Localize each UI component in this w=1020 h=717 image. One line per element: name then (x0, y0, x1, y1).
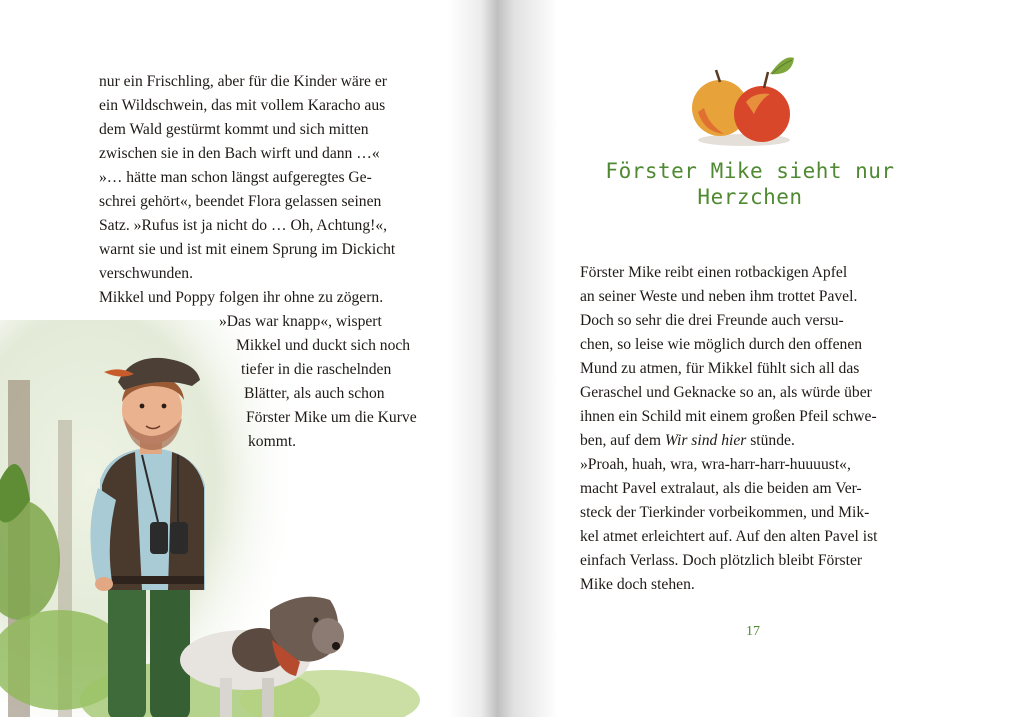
text-line: Blätter, als auch schon (244, 385, 385, 402)
text-line: an seiner Weste und neben ihm trottet Pavel. (580, 288, 858, 305)
text-line: »Das war knapp«, wispert (219, 313, 382, 330)
text-line: kommt. (248, 433, 297, 450)
text-line: Satz. »Rufus ist ja nicht do … Oh, Achtung!«, (99, 217, 388, 234)
text-line: chen, so leise wie möglich durch den offenen (580, 336, 863, 353)
text-line: warnt sie und ist mit einem Sprung im Dickicht (99, 241, 396, 258)
text-line: schrei gehört«, beendet Flora gelassen seinen (99, 193, 382, 210)
apples-illustration (684, 52, 804, 152)
forester-illustration (0, 300, 470, 717)
text-span: stünde. (746, 432, 795, 449)
text-line: tiefer in die raschelnden (241, 361, 392, 378)
italic-phrase: Wir sind hier (664, 432, 747, 449)
text-line: Geraschel und Geknacke so an, als würde über (580, 384, 872, 401)
text-line: verschwunden. (99, 265, 193, 282)
text-line: dem Wald gestürmt kommt und sich mitten (99, 121, 369, 138)
text-line: Mike doch stehen. (580, 576, 695, 593)
text-line: »Proah, huah, wra, wra-harr-harr-huuuust«, (580, 456, 851, 473)
text-line: ihnen ein Schild mit einem großen Pfeil schwe- (580, 408, 877, 425)
text-line: Doch so sehr die drei Freunde auch versu- (580, 312, 844, 329)
text-line: zwischen sie in den Bach wirft und dann …« (99, 145, 380, 162)
text-line: »… hätte man schon längst aufgeregtes Ge- (99, 169, 372, 186)
text-line: kel atmet erleichtert auf. Auf den alten Pavel ist (580, 528, 878, 545)
text-line: Mund zu atmen, für Mikkel fühlt sich all das (580, 360, 860, 377)
text-line: Mikkel und duckt sich noch (236, 337, 411, 354)
text-line: einfach Verlass. Doch plötzlich bleibt Förster (580, 552, 863, 569)
text-line: Förster Mike reibt einen rotbackigen Apfel (580, 264, 848, 281)
chapter-title: Förster Mike sieht nur (605, 159, 895, 183)
text-line: steck der Tierkinder vorbeikommen, und Mik- (580, 504, 870, 521)
chapter-title-line2: Herzchen (697, 185, 803, 209)
text-span: ben, auf dem (580, 432, 661, 449)
text-line: Mikkel und Poppy folgen ihr ohne zu zögern. (99, 289, 384, 306)
text-line: ein Wildschwein, das mit vollem Karacho aus (99, 97, 386, 114)
text-line: Förster Mike um die Kurve (246, 409, 417, 426)
left-page (0, 0, 490, 717)
page-number: 17 (746, 624, 760, 639)
text-line: nur ein Frischling, aber für die Kinder wäre er (99, 73, 387, 90)
text-line (580, 431, 795, 451)
text-line: macht Pavel extralaut, als die beiden am Ver- (580, 480, 862, 497)
